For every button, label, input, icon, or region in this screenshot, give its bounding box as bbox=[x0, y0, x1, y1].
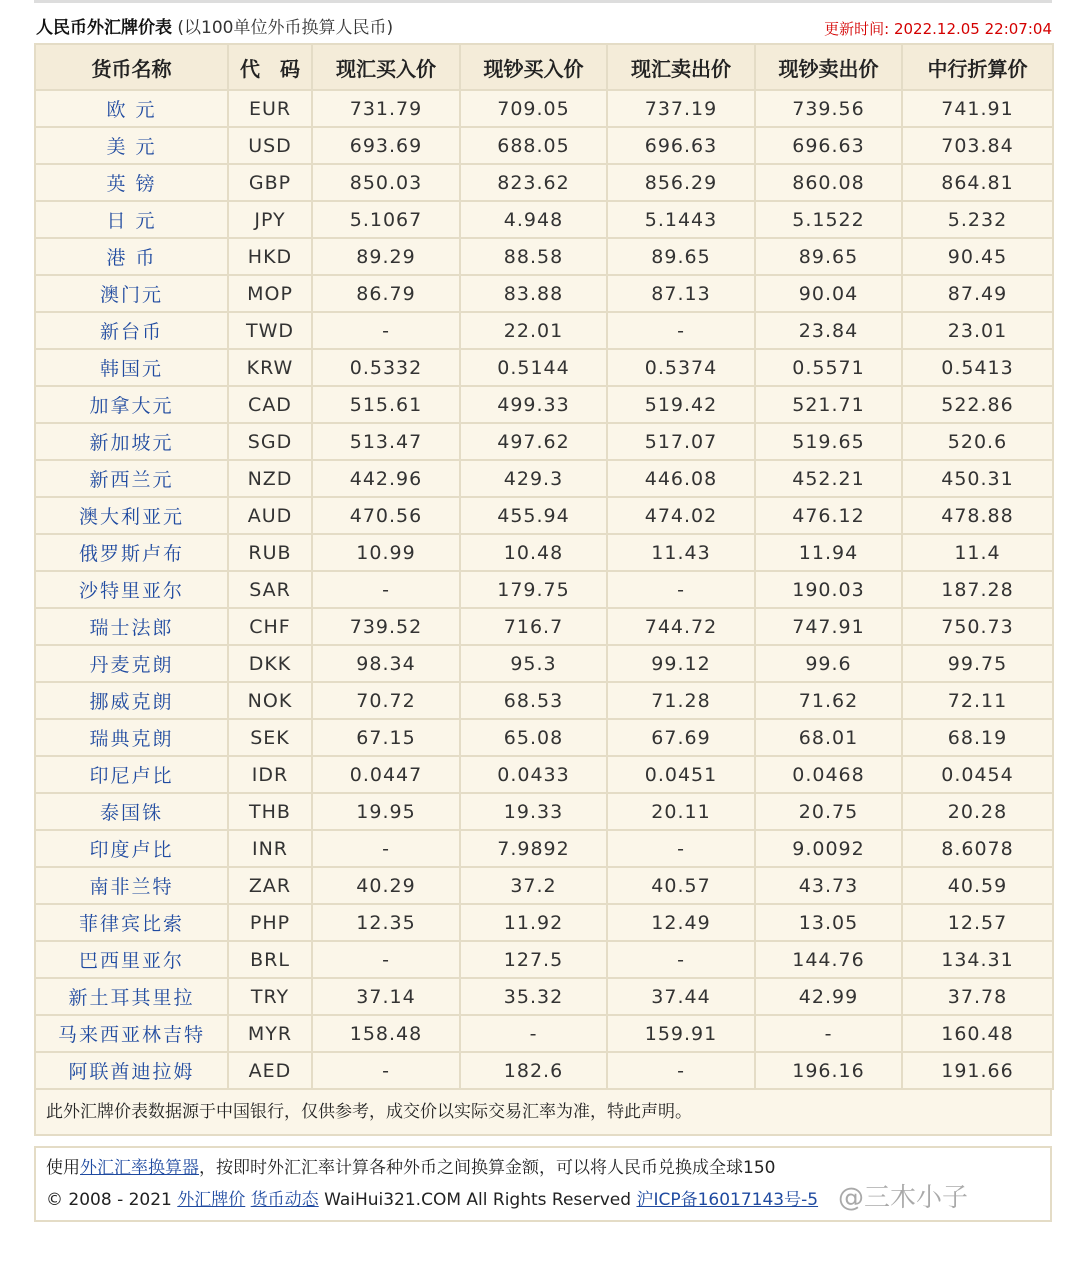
spot-buy-cell: - bbox=[312, 830, 460, 867]
col-cash-sell: 现钞卖出价 bbox=[755, 44, 902, 90]
code-cell: CHF bbox=[228, 608, 312, 645]
code-cell: AUD bbox=[228, 497, 312, 534]
cash-buy-cell: 127.5 bbox=[460, 941, 607, 978]
col-cash-buy: 现钞买入价 bbox=[460, 44, 607, 90]
col-code: 代 码 bbox=[228, 44, 312, 90]
spot-sell-cell: 87.13 bbox=[607, 275, 755, 312]
spot-buy-cell: 37.14 bbox=[312, 978, 460, 1015]
spot-sell-cell: 89.65 bbox=[607, 238, 755, 275]
cash-sell-cell: 13.05 bbox=[755, 904, 902, 941]
cash-buy-cell: 83.88 bbox=[460, 275, 607, 312]
table-row bbox=[35, 423, 1053, 460]
spot-sell-cell: 12.49 bbox=[607, 904, 755, 941]
boc-rate-cell: 11.4 bbox=[902, 534, 1053, 571]
table-row bbox=[35, 238, 1053, 275]
currency-name-cell: 新西兰元 bbox=[35, 460, 228, 497]
converter-link[interactable]: 外汇汇率换算器 bbox=[80, 1158, 199, 1178]
title-note: (以100单位外币换算人民币) bbox=[172, 18, 394, 38]
spot-sell-cell: 696.63 bbox=[607, 127, 755, 164]
cash-buy-cell: 88.58 bbox=[460, 238, 607, 275]
cash-sell-cell: 190.03 bbox=[755, 571, 902, 608]
spot-sell-cell: - bbox=[607, 830, 755, 867]
boc-rate-cell: 12.57 bbox=[902, 904, 1053, 941]
rates-table bbox=[34, 43, 1054, 1090]
currency-name-cell: 港 币 bbox=[35, 238, 228, 275]
code-cell: DKK bbox=[228, 645, 312, 682]
table-row bbox=[35, 127, 1053, 164]
boc-rate-cell: 5.232 bbox=[902, 201, 1053, 238]
spot-buy-cell: 739.52 bbox=[312, 608, 460, 645]
spot-sell-cell: 67.69 bbox=[607, 719, 755, 756]
spot-buy-cell: 86.79 bbox=[312, 275, 460, 312]
boc-rate-cell: 478.88 bbox=[902, 497, 1053, 534]
code-cell: BRL bbox=[228, 941, 312, 978]
boc-rate-cell: 37.78 bbox=[902, 978, 1053, 1015]
cash-sell-cell: 476.12 bbox=[755, 497, 902, 534]
cash-buy-cell: 11.92 bbox=[460, 904, 607, 941]
table-row bbox=[35, 719, 1053, 756]
rates-table-head bbox=[35, 44, 1053, 90]
watermark: @三木小子 bbox=[838, 1183, 969, 1213]
currency-name-cell: 泰国铢 bbox=[35, 793, 228, 830]
cash-sell-cell: 860.08 bbox=[755, 164, 902, 201]
cash-buy-cell: 7.9892 bbox=[460, 830, 607, 867]
spot-buy-cell: 850.03 bbox=[312, 164, 460, 201]
cash-buy-cell: 10.48 bbox=[460, 534, 607, 571]
cash-buy-cell: 499.33 bbox=[460, 386, 607, 423]
spot-sell-cell: - bbox=[607, 1052, 755, 1089]
code-cell: SEK bbox=[228, 719, 312, 756]
currency-name-cell: 俄罗斯卢布 bbox=[35, 534, 228, 571]
code-cell: SGD bbox=[228, 423, 312, 460]
boc-rate-cell: 750.73 bbox=[902, 608, 1053, 645]
spot-buy-cell: 70.72 bbox=[312, 682, 460, 719]
spot-sell-cell: 744.72 bbox=[607, 608, 755, 645]
footer-line-1 bbox=[46, 1156, 775, 1180]
table-row bbox=[35, 1052, 1053, 1089]
spot-buy-cell: - bbox=[312, 312, 460, 349]
update-time-label: 更新时间: bbox=[824, 20, 890, 38]
boc-rate-cell: 187.28 bbox=[902, 571, 1053, 608]
table-row bbox=[35, 793, 1053, 830]
update-time bbox=[824, 18, 1052, 40]
cash-buy-cell: 65.08 bbox=[460, 719, 607, 756]
spot-buy-cell: 12.35 bbox=[312, 904, 460, 941]
boc-rate-cell: 8.6078 bbox=[902, 830, 1053, 867]
boc-rate-cell: 864.81 bbox=[902, 164, 1053, 201]
cash-sell-cell: 99.6 bbox=[755, 645, 902, 682]
table-row bbox=[35, 1015, 1053, 1052]
code-cell: THB bbox=[228, 793, 312, 830]
currency-name-cell: 新加坡元 bbox=[35, 423, 228, 460]
cash-sell-cell: 452.21 bbox=[755, 460, 902, 497]
cash-buy-cell: 455.94 bbox=[460, 497, 607, 534]
spot-sell-cell: 519.42 bbox=[607, 386, 755, 423]
col-spot-sell: 现汇卖出价 bbox=[607, 44, 755, 90]
spot-sell-cell: 11.43 bbox=[607, 534, 755, 571]
code-cell: EUR bbox=[228, 90, 312, 127]
cash-buy-cell: 95.3 bbox=[460, 645, 607, 682]
code-cell: GBP bbox=[228, 164, 312, 201]
rates-table-body bbox=[35, 90, 1053, 1089]
cash-sell-cell: 0.5571 bbox=[755, 349, 902, 386]
spot-sell-cell: 0.0451 bbox=[607, 756, 755, 793]
icp-link[interactable]: 沪ICP备16017143号-5 bbox=[636, 1190, 819, 1210]
currency-name-cell: 韩国元 bbox=[35, 349, 228, 386]
table-row bbox=[35, 867, 1053, 904]
code-cell: AED bbox=[228, 1052, 312, 1089]
currency-name-cell: 马来西亚林吉特 bbox=[35, 1015, 228, 1052]
table-row bbox=[35, 756, 1053, 793]
cash-sell-cell: 196.16 bbox=[755, 1052, 902, 1089]
site-rights: WaiHui321.COM All Rights Reserved bbox=[324, 1190, 632, 1210]
code-cell: RUB bbox=[228, 534, 312, 571]
currency-name-cell: 挪威克朗 bbox=[35, 682, 228, 719]
boc-rate-cell: 40.59 bbox=[902, 867, 1053, 904]
copyright: © 2008 - 2021 bbox=[46, 1190, 172, 1210]
code-cell: USD bbox=[228, 127, 312, 164]
col-boc-rate: 中行折算价 bbox=[902, 44, 1053, 90]
cash-sell-cell: 5.1522 bbox=[755, 201, 902, 238]
cash-buy-cell: 429.3 bbox=[460, 460, 607, 497]
boc-rate-cell: 0.0454 bbox=[902, 756, 1053, 793]
table-row bbox=[35, 608, 1053, 645]
cash-buy-cell: 4.948 bbox=[460, 201, 607, 238]
cash-sell-cell: 696.63 bbox=[755, 127, 902, 164]
boc-rate-cell: 741.91 bbox=[902, 90, 1053, 127]
currency-name-cell: 澳大利亚元 bbox=[35, 497, 228, 534]
spot-sell-cell: 856.29 bbox=[607, 164, 755, 201]
spot-buy-cell: 158.48 bbox=[312, 1015, 460, 1052]
code-cell: SAR bbox=[228, 571, 312, 608]
boc-rate-cell: 68.19 bbox=[902, 719, 1053, 756]
rates-link[interactable]: 外汇牌价 bbox=[177, 1190, 246, 1210]
table-row bbox=[35, 312, 1053, 349]
cash-sell-cell: 11.94 bbox=[755, 534, 902, 571]
cash-sell-cell: 521.71 bbox=[755, 386, 902, 423]
spot-sell-cell: 446.08 bbox=[607, 460, 755, 497]
boc-rate-cell: 99.75 bbox=[902, 645, 1053, 682]
table-row bbox=[35, 90, 1053, 127]
table-row bbox=[35, 349, 1053, 386]
cash-buy-cell: 35.32 bbox=[460, 978, 607, 1015]
table-row bbox=[35, 386, 1053, 423]
spot-buy-cell: 0.0447 bbox=[312, 756, 460, 793]
header-row bbox=[35, 44, 1053, 90]
cash-buy-cell: 0.0433 bbox=[460, 756, 607, 793]
boc-rate-cell: 522.86 bbox=[902, 386, 1053, 423]
table-row bbox=[35, 201, 1053, 238]
currency-name-cell: 印度卢比 bbox=[35, 830, 228, 867]
currency-name-cell: 沙特里亚尔 bbox=[35, 571, 228, 608]
rates-page bbox=[34, 0, 1052, 1222]
currency-name-cell: 印尼卢比 bbox=[35, 756, 228, 793]
cash-sell-cell: 0.0468 bbox=[755, 756, 902, 793]
spot-buy-cell: 693.69 bbox=[312, 127, 460, 164]
table-row bbox=[35, 645, 1053, 682]
col-currency-name: 货币名称 bbox=[35, 44, 228, 90]
code-cell: INR bbox=[228, 830, 312, 867]
code-cell: KRW bbox=[228, 349, 312, 386]
code-cell: NZD bbox=[228, 460, 312, 497]
currency-name-cell: 英 镑 bbox=[35, 164, 228, 201]
cash-buy-cell: 182.6 bbox=[460, 1052, 607, 1089]
currency-name-cell: 加拿大元 bbox=[35, 386, 228, 423]
table-row bbox=[35, 904, 1053, 941]
cash-buy-cell: 179.75 bbox=[460, 571, 607, 608]
cash-buy-cell: 497.62 bbox=[460, 423, 607, 460]
table-row bbox=[35, 682, 1053, 719]
spot-buy-cell: 0.5332 bbox=[312, 349, 460, 386]
cash-buy-cell: 709.05 bbox=[460, 90, 607, 127]
spot-buy-cell: 98.34 bbox=[312, 645, 460, 682]
cash-buy-cell: 19.33 bbox=[460, 793, 607, 830]
currency-name-cell: 丹麦克朗 bbox=[35, 645, 228, 682]
cash-buy-cell: 37.2 bbox=[460, 867, 607, 904]
spot-sell-cell: 737.19 bbox=[607, 90, 755, 127]
spot-sell-cell: 517.07 bbox=[607, 423, 755, 460]
currency-name-cell: 南非兰特 bbox=[35, 867, 228, 904]
cash-buy-cell: 22.01 bbox=[460, 312, 607, 349]
table-row bbox=[35, 534, 1053, 571]
table-row bbox=[35, 460, 1053, 497]
code-cell: CAD bbox=[228, 386, 312, 423]
spot-sell-cell: 0.5374 bbox=[607, 349, 755, 386]
footer-suffix: ，按即时外汇汇率计算各种外币之间换算金额，可以将人民币兑换成全球150 bbox=[199, 1158, 776, 1178]
boc-rate-cell: 90.45 bbox=[902, 238, 1053, 275]
spot-buy-cell: 5.1067 bbox=[312, 201, 460, 238]
spot-sell-cell: - bbox=[607, 571, 755, 608]
code-cell: MOP bbox=[228, 275, 312, 312]
table-row bbox=[35, 497, 1053, 534]
spot-buy-cell: 10.99 bbox=[312, 534, 460, 571]
currency-name-cell: 日 元 bbox=[35, 201, 228, 238]
table-row bbox=[35, 275, 1053, 312]
currency-name-cell: 瑞典克朗 bbox=[35, 719, 228, 756]
cash-sell-cell: 747.91 bbox=[755, 608, 902, 645]
code-cell: NOK bbox=[228, 682, 312, 719]
code-cell: TWD bbox=[228, 312, 312, 349]
currency-name-cell: 欧 元 bbox=[35, 90, 228, 127]
spot-buy-cell: 513.47 bbox=[312, 423, 460, 460]
spot-sell-cell: - bbox=[607, 941, 755, 978]
spot-buy-cell: - bbox=[312, 1052, 460, 1089]
boc-rate-cell: 160.48 bbox=[902, 1015, 1053, 1052]
cash-buy-cell: - bbox=[460, 1015, 607, 1052]
boc-rate-cell: 72.11 bbox=[902, 682, 1053, 719]
cash-sell-cell: 68.01 bbox=[755, 719, 902, 756]
cash-sell-cell: 42.99 bbox=[755, 978, 902, 1015]
spot-sell-cell: 20.11 bbox=[607, 793, 755, 830]
spot-buy-cell: 19.95 bbox=[312, 793, 460, 830]
spot-buy-cell: 515.61 bbox=[312, 386, 460, 423]
code-cell: JPY bbox=[228, 201, 312, 238]
title-main: 人民币外汇牌价表 bbox=[36, 18, 172, 38]
cash-sell-cell: 43.73 bbox=[755, 867, 902, 904]
boc-rate-cell: 23.01 bbox=[902, 312, 1053, 349]
boc-rate-cell: 87.49 bbox=[902, 275, 1053, 312]
code-cell: TRY bbox=[228, 978, 312, 1015]
spot-buy-cell: 40.29 bbox=[312, 867, 460, 904]
code-cell: IDR bbox=[228, 756, 312, 793]
cash-sell-cell: 519.65 bbox=[755, 423, 902, 460]
currency-name-cell: 瑞士法郎 bbox=[35, 608, 228, 645]
code-cell: HKD bbox=[228, 238, 312, 275]
code-cell: PHP bbox=[228, 904, 312, 941]
cash-sell-cell: - bbox=[755, 1015, 902, 1052]
spot-buy-cell: 89.29 bbox=[312, 238, 460, 275]
table-row bbox=[35, 164, 1053, 201]
spot-sell-cell: - bbox=[607, 312, 755, 349]
spot-sell-cell: 40.57 bbox=[607, 867, 755, 904]
code-cell: ZAR bbox=[228, 867, 312, 904]
title-bar bbox=[34, 3, 1052, 43]
cash-sell-cell: 20.75 bbox=[755, 793, 902, 830]
boc-rate-cell: 191.66 bbox=[902, 1052, 1053, 1089]
spot-buy-cell: - bbox=[312, 571, 460, 608]
spot-sell-cell: 71.28 bbox=[607, 682, 755, 719]
currency-name-cell: 阿联酋迪拉姆 bbox=[35, 1052, 228, 1089]
table-row bbox=[35, 571, 1053, 608]
footer-prefix: 使用 bbox=[46, 1158, 80, 1178]
spot-sell-cell: 159.91 bbox=[607, 1015, 755, 1052]
boc-rate-cell: 450.31 bbox=[902, 460, 1053, 497]
currency-name-cell: 澳门元 bbox=[35, 275, 228, 312]
currency-name-cell: 菲律宾比索 bbox=[35, 904, 228, 941]
boc-rate-cell: 703.84 bbox=[902, 127, 1053, 164]
table-row bbox=[35, 830, 1053, 867]
currency-name-cell: 巴西里亚尔 bbox=[35, 941, 228, 978]
spot-sell-cell: 474.02 bbox=[607, 497, 755, 534]
disclaimer: 此外汇牌价表数据源于中国银行，仅供参考，成交价以实际交易汇率为准，特此声明。 bbox=[34, 1090, 1052, 1136]
boc-rate-cell: 20.28 bbox=[902, 793, 1053, 830]
spot-sell-cell: 5.1443 bbox=[607, 201, 755, 238]
news-link[interactable]: 货币动态 bbox=[250, 1190, 319, 1210]
cash-sell-cell: 89.65 bbox=[755, 238, 902, 275]
cash-buy-cell: 823.62 bbox=[460, 164, 607, 201]
code-cell: MYR bbox=[228, 1015, 312, 1052]
spot-sell-cell: 37.44 bbox=[607, 978, 755, 1015]
cash-buy-cell: 716.7 bbox=[460, 608, 607, 645]
cash-sell-cell: 739.56 bbox=[755, 90, 902, 127]
cash-buy-cell: 688.05 bbox=[460, 127, 607, 164]
spot-sell-cell: 99.12 bbox=[607, 645, 755, 682]
currency-name-cell: 新台币 bbox=[35, 312, 228, 349]
boc-rate-cell: 520.6 bbox=[902, 423, 1053, 460]
spot-buy-cell: 67.15 bbox=[312, 719, 460, 756]
spot-buy-cell: 470.56 bbox=[312, 497, 460, 534]
col-spot-buy: 现汇买入价 bbox=[312, 44, 460, 90]
page-title bbox=[36, 17, 393, 39]
table-row bbox=[35, 978, 1053, 1015]
cash-buy-cell: 68.53 bbox=[460, 682, 607, 719]
boc-rate-cell: 134.31 bbox=[902, 941, 1053, 978]
spot-buy-cell: 442.96 bbox=[312, 460, 460, 497]
currency-name-cell: 美 元 bbox=[35, 127, 228, 164]
boc-rate-cell: 0.5413 bbox=[902, 349, 1053, 386]
table-row bbox=[35, 941, 1053, 978]
spot-buy-cell: - bbox=[312, 941, 460, 978]
cash-sell-cell: 71.62 bbox=[755, 682, 902, 719]
cash-buy-cell: 0.5144 bbox=[460, 349, 607, 386]
spot-buy-cell: 731.79 bbox=[312, 90, 460, 127]
cash-sell-cell: 9.0092 bbox=[755, 830, 902, 867]
cash-sell-cell: 144.76 bbox=[755, 941, 902, 978]
cash-sell-cell: 90.04 bbox=[755, 275, 902, 312]
currency-name-cell: 新土耳其里拉 bbox=[35, 978, 228, 1015]
update-time-value: 2022.12.05 22:07:04 bbox=[893, 20, 1052, 38]
cash-sell-cell: 23.84 bbox=[755, 312, 902, 349]
footer-line-2 bbox=[46, 1188, 818, 1212]
